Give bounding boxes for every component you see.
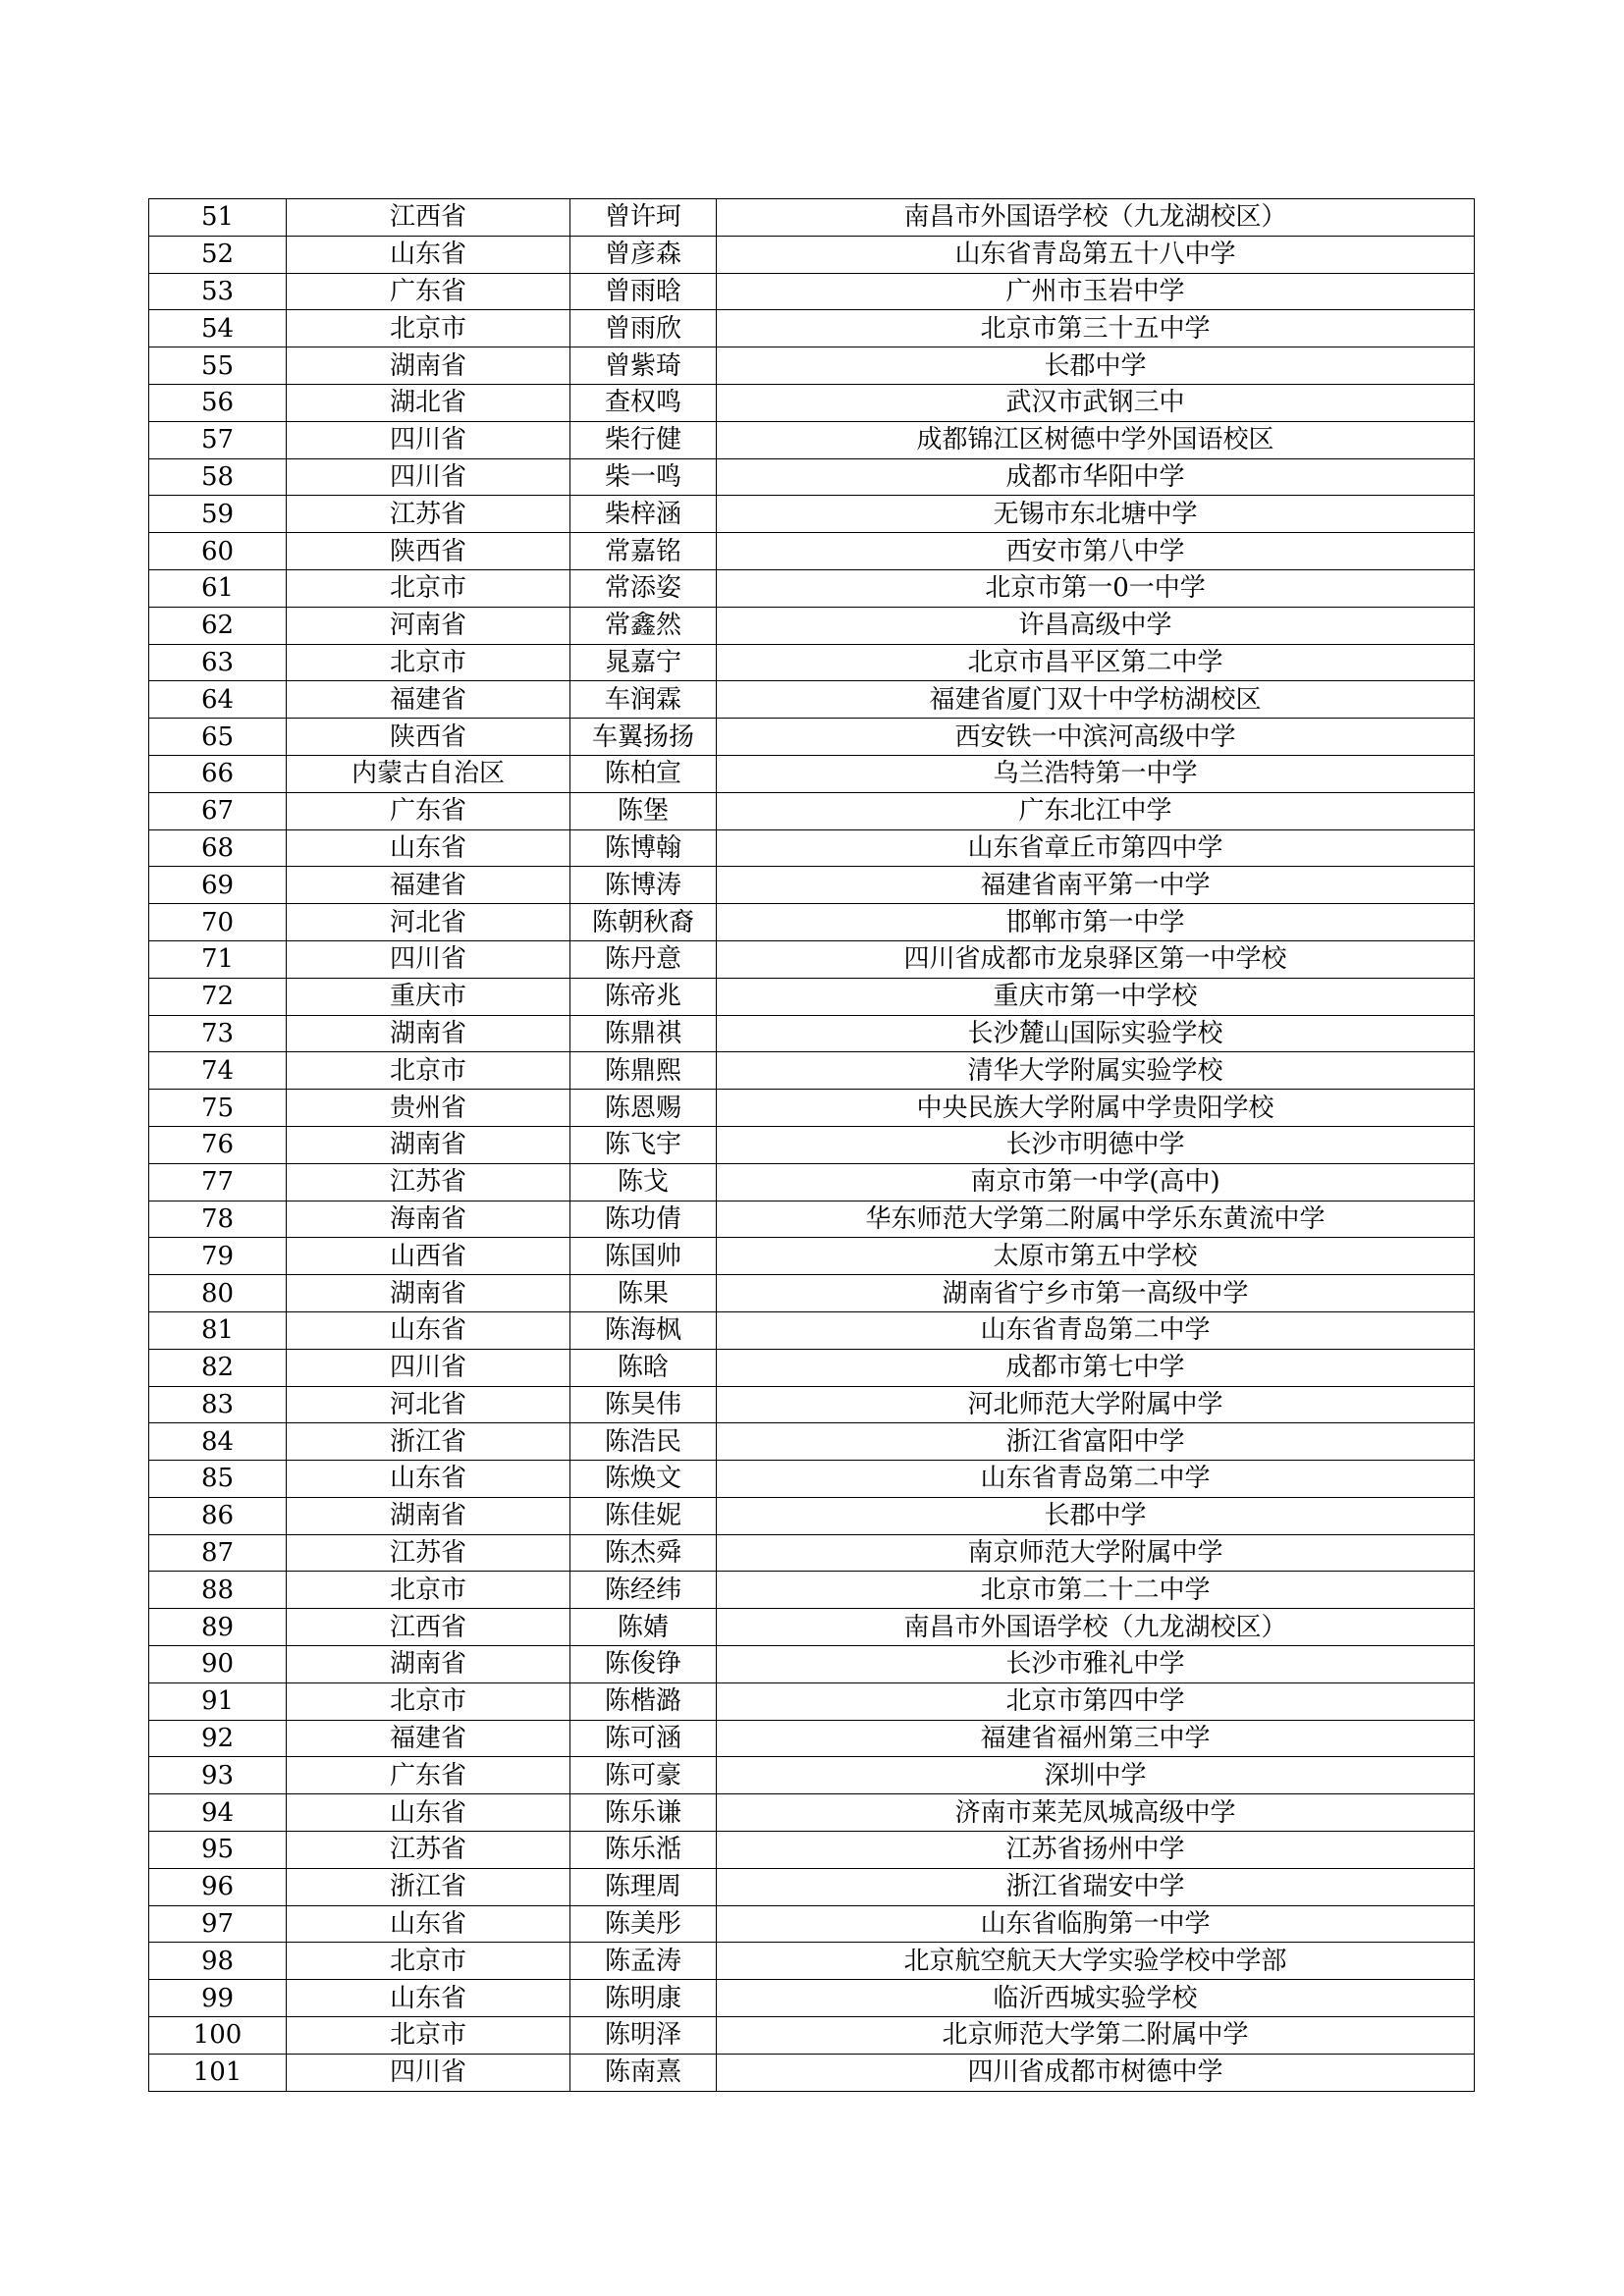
table-row: [149, 719, 1475, 756]
school-name-cell: 长郡中学: [717, 347, 1475, 385]
province-cell: 湖南省: [287, 347, 570, 385]
student-name-cell: 查权鸣: [570, 384, 717, 421]
table-row: [149, 1052, 1475, 1090]
table-row: [149, 1757, 1475, 1794]
school-name-cell: 南京市第一中学(高中): [717, 1163, 1475, 1201]
table-row: [149, 569, 1475, 607]
row-number-cell: 63: [149, 644, 287, 681]
row-number-cell: 93: [149, 1757, 287, 1794]
table-row: [149, 755, 1475, 792]
province-cell: 陕西省: [287, 719, 570, 756]
student-name-cell: 陈明康: [570, 1980, 717, 2017]
table-row: [149, 607, 1475, 644]
province-cell: 四川省: [287, 1349, 570, 1386]
table-row: [149, 1238, 1475, 1275]
province-cell: 江苏省: [287, 1832, 570, 1869]
province-cell: 北京市: [287, 1052, 570, 1090]
province-cell: 广东省: [287, 792, 570, 829]
row-number-cell: 74: [149, 1052, 287, 1090]
student-name-cell: 常鑫然: [570, 607, 717, 644]
table-row: [149, 978, 1475, 1015]
table-row: [149, 1980, 1475, 2017]
school-name-cell: 长沙麓山国际实验学校: [717, 1015, 1475, 1052]
province-cell: 湖北省: [287, 384, 570, 421]
row-number-cell: 89: [149, 1609, 287, 1646]
table-row: [149, 421, 1475, 458]
table-row: [149, 1609, 1475, 1646]
row-number-cell: 87: [149, 1534, 287, 1572]
school-name-cell: 无锡市东北塘中学: [717, 496, 1475, 533]
table-row: [149, 867, 1475, 904]
student-name-cell: 柴一鸣: [570, 458, 717, 496]
school-name-cell: 福建省福州第三中学: [717, 1720, 1475, 1757]
row-number-cell: 97: [149, 1905, 287, 1943]
province-cell: 四川省: [287, 940, 570, 978]
student-name-cell: 陈飞宇: [570, 1126, 717, 1163]
school-name-cell: 广州市玉岩中学: [717, 273, 1475, 310]
row-number-cell: 55: [149, 347, 287, 385]
row-number-cell: 98: [149, 1943, 287, 1980]
province-cell: 湖南省: [287, 1015, 570, 1052]
table-row: [149, 1720, 1475, 1757]
row-number-cell: 59: [149, 496, 287, 533]
table-row: [149, 1349, 1475, 1386]
province-cell: 四川省: [287, 458, 570, 496]
student-name-cell: 曾紫琦: [570, 347, 717, 385]
student-name-cell: 陈鼎熙: [570, 1052, 717, 1090]
row-number-cell: 65: [149, 719, 287, 756]
row-number-cell: 94: [149, 1794, 287, 1832]
student-name-cell: 陈丹意: [570, 940, 717, 978]
school-name-cell: 南昌市外国语学校（九龙湖校区）: [717, 1609, 1475, 1646]
roster-table-body: [149, 199, 1475, 2092]
province-cell: 贵州省: [287, 1090, 570, 1127]
student-name-cell: 陈鼎祺: [570, 1015, 717, 1052]
school-name-cell: 成都市第七中学: [717, 1349, 1475, 1386]
student-name-cell: 陈帝兆: [570, 978, 717, 1015]
province-cell: 山东省: [287, 1905, 570, 1943]
row-number-cell: 85: [149, 1461, 287, 1498]
school-name-cell: 太原市第五中学校: [717, 1238, 1475, 1275]
table-row: [149, 1423, 1475, 1461]
student-name-cell: 车翼扬扬: [570, 719, 717, 756]
school-name-cell: 四川省成都市树德中学: [717, 2054, 1475, 2091]
student-name-cell: 陈柏宣: [570, 755, 717, 792]
school-name-cell: 湖南省宁乡市第一高级中学: [717, 1275, 1475, 1312]
student-name-cell: 陈杰舜: [570, 1534, 717, 1572]
school-name-cell: 长郡中学: [717, 1497, 1475, 1534]
row-number-cell: 100: [149, 2017, 287, 2055]
province-cell: 浙江省: [287, 1423, 570, 1461]
table-row: [149, 1090, 1475, 1127]
province-cell: 江苏省: [287, 1534, 570, 1572]
school-name-cell: 乌兰浩特第一中学: [717, 755, 1475, 792]
province-cell: 山西省: [287, 1238, 570, 1275]
school-name-cell: 中央民族大学附属中学贵阳学校: [717, 1090, 1475, 1127]
school-name-cell: 南昌市外国语学校（九龙湖校区）: [717, 199, 1475, 237]
row-number-cell: 70: [149, 904, 287, 941]
school-name-cell: 山东省青岛第二中学: [717, 1311, 1475, 1349]
province-cell: 山东省: [287, 1311, 570, 1349]
student-name-cell: 陈戈: [570, 1163, 717, 1201]
table-row: [149, 940, 1475, 978]
row-number-cell: 58: [149, 458, 287, 496]
province-cell: 江西省: [287, 1609, 570, 1646]
school-name-cell: 华东师范大学第二附属中学乐东黄流中学: [717, 1201, 1475, 1238]
school-name-cell: 山东省青岛第五十八中学: [717, 236, 1475, 273]
student-name-cell: 陈海枫: [570, 1311, 717, 1349]
student-name-cell: 陈可豪: [570, 1757, 717, 1794]
province-cell: 湖南省: [287, 1497, 570, 1534]
table-row: [149, 458, 1475, 496]
province-cell: 浙江省: [287, 1868, 570, 1905]
student-name-cell: 曾雨晗: [570, 273, 717, 310]
table-row: [149, 1015, 1475, 1052]
row-number-cell: 60: [149, 533, 287, 570]
province-cell: 山东省: [287, 1794, 570, 1832]
student-name-cell: 陈婧: [570, 1609, 717, 1646]
row-number-cell: 84: [149, 1423, 287, 1461]
row-number-cell: 76: [149, 1126, 287, 1163]
student-name-cell: 陈楷潞: [570, 1682, 717, 1720]
province-cell: 湖南省: [287, 1275, 570, 1312]
student-name-cell: 常嘉铭: [570, 533, 717, 570]
row-number-cell: 67: [149, 792, 287, 829]
table-row: [149, 199, 1475, 237]
province-cell: 湖南省: [287, 1646, 570, 1683]
province-cell: 山东省: [287, 1980, 570, 2017]
province-cell: 江苏省: [287, 1163, 570, 1201]
student-name-cell: 柴行健: [570, 421, 717, 458]
row-number-cell: 51: [149, 199, 287, 237]
row-number-cell: 69: [149, 867, 287, 904]
school-name-cell: 深圳中学: [717, 1757, 1475, 1794]
province-cell: 福建省: [287, 681, 570, 719]
province-cell: 广东省: [287, 1757, 570, 1794]
school-name-cell: 河北师范大学附属中学: [717, 1386, 1475, 1423]
row-number-cell: 90: [149, 1646, 287, 1683]
province-cell: 四川省: [287, 421, 570, 458]
school-name-cell: 南京师范大学附属中学: [717, 1534, 1475, 1572]
table-row: [149, 1868, 1475, 1905]
student-name-cell: 陈晗: [570, 1349, 717, 1386]
row-number-cell: 77: [149, 1163, 287, 1201]
province-cell: 福建省: [287, 1720, 570, 1757]
row-number-cell: 73: [149, 1015, 287, 1052]
school-name-cell: 北京师范大学第二附属中学: [717, 2017, 1475, 2055]
table-row: [149, 644, 1475, 681]
school-name-cell: 浙江省富阳中学: [717, 1423, 1475, 1461]
school-name-cell: 北京市第四中学: [717, 1682, 1475, 1720]
school-name-cell: 福建省厦门双十中学枋湖校区: [717, 681, 1475, 719]
province-cell: 江苏省: [287, 496, 570, 533]
table-row: [149, 1572, 1475, 1609]
row-number-cell: 53: [149, 273, 287, 310]
table-row: [149, 1534, 1475, 1572]
row-number-cell: 54: [149, 310, 287, 347]
table-row: [149, 1905, 1475, 1943]
student-name-cell: 陈昊伟: [570, 1386, 717, 1423]
school-name-cell: 长沙市雅礼中学: [717, 1646, 1475, 1683]
row-number-cell: 83: [149, 1386, 287, 1423]
student-name-cell: 晁嘉宁: [570, 644, 717, 681]
row-number-cell: 78: [149, 1201, 287, 1238]
province-cell: 江西省: [287, 199, 570, 237]
row-number-cell: 91: [149, 1682, 287, 1720]
province-cell: 广东省: [287, 273, 570, 310]
student-name-cell: 陈理周: [570, 1868, 717, 1905]
student-name-cell: 曾许珂: [570, 199, 717, 237]
province-cell: 北京市: [287, 644, 570, 681]
row-number-cell: 96: [149, 1868, 287, 1905]
student-name-cell: 陈浩民: [570, 1423, 717, 1461]
student-name-cell: 陈俊铮: [570, 1646, 717, 1683]
province-cell: 湖南省: [287, 1126, 570, 1163]
province-cell: 山东省: [287, 829, 570, 867]
row-number-cell: 95: [149, 1832, 287, 1869]
school-name-cell: 北京市第一0一中学: [717, 569, 1475, 607]
table-row: [149, 829, 1475, 867]
row-number-cell: 52: [149, 236, 287, 273]
table-row: [149, 1386, 1475, 1423]
student-name-cell: 陈明泽: [570, 2017, 717, 2055]
roster-table: [148, 198, 1475, 2092]
row-number-cell: 61: [149, 569, 287, 607]
table-row: [149, 1163, 1475, 1201]
table-row: [149, 1461, 1475, 1498]
student-name-cell: 常添姿: [570, 569, 717, 607]
row-number-cell: 80: [149, 1275, 287, 1312]
table-row: [149, 1311, 1475, 1349]
table-row: [149, 1126, 1475, 1163]
school-name-cell: 西安铁一中滨河高级中学: [717, 719, 1475, 756]
row-number-cell: 75: [149, 1090, 287, 1127]
row-number-cell: 62: [149, 607, 287, 644]
table-row: [149, 1943, 1475, 1980]
province-cell: 福建省: [287, 867, 570, 904]
table-row: [149, 1201, 1475, 1238]
province-cell: 河北省: [287, 904, 570, 941]
table-row: [149, 1497, 1475, 1534]
student-name-cell: 陈国帅: [570, 1238, 717, 1275]
school-name-cell: 山东省章丘市第四中学: [717, 829, 1475, 867]
table-row: [149, 1682, 1475, 1720]
province-cell: 山东省: [287, 236, 570, 273]
school-name-cell: 长沙市明德中学: [717, 1126, 1475, 1163]
table-row: [149, 1832, 1475, 1869]
row-number-cell: 57: [149, 421, 287, 458]
row-number-cell: 64: [149, 681, 287, 719]
school-name-cell: 重庆市第一中学校: [717, 978, 1475, 1015]
student-name-cell: 陈堡: [570, 792, 717, 829]
school-name-cell: 浙江省瑞安中学: [717, 1868, 1475, 1905]
table-row: [149, 2054, 1475, 2091]
table-row: [149, 2017, 1475, 2055]
school-name-cell: 清华大学附属实验学校: [717, 1052, 1475, 1090]
school-name-cell: 北京市昌平区第二中学: [717, 644, 1475, 681]
row-number-cell: 68: [149, 829, 287, 867]
row-number-cell: 99: [149, 1980, 287, 2017]
province-cell: 山东省: [287, 1461, 570, 1498]
row-number-cell: 81: [149, 1311, 287, 1349]
row-number-cell: 66: [149, 755, 287, 792]
province-cell: 陕西省: [287, 533, 570, 570]
row-number-cell: 82: [149, 1349, 287, 1386]
school-name-cell: 西安市第八中学: [717, 533, 1475, 570]
table-row: [149, 533, 1475, 570]
table-row: [149, 384, 1475, 421]
school-name-cell: 济南市莱芜凤城高级中学: [717, 1794, 1475, 1832]
student-name-cell: 陈可涵: [570, 1720, 717, 1757]
province-cell: 河北省: [287, 1386, 570, 1423]
school-name-cell: 成都锦江区树德中学外国语校区: [717, 421, 1475, 458]
province-cell: 北京市: [287, 1682, 570, 1720]
row-number-cell: 92: [149, 1720, 287, 1757]
student-name-cell: 陈乐谦: [570, 1794, 717, 1832]
province-cell: 北京市: [287, 2017, 570, 2055]
table-row: [149, 1646, 1475, 1683]
province-cell: 内蒙古自治区: [287, 755, 570, 792]
table-row: [149, 273, 1475, 310]
school-name-cell: 邯郸市第一中学: [717, 904, 1475, 941]
school-name-cell: 广东北江中学: [717, 792, 1475, 829]
student-name-cell: 车润霖: [570, 681, 717, 719]
school-name-cell: 临沂西城实验学校: [717, 1980, 1475, 2017]
student-name-cell: 陈经纬: [570, 1572, 717, 1609]
school-name-cell: 江苏省扬州中学: [717, 1832, 1475, 1869]
student-name-cell: 陈博翰: [570, 829, 717, 867]
student-name-cell: 陈孟涛: [570, 1943, 717, 1980]
province-cell: 北京市: [287, 1943, 570, 1980]
row-number-cell: 72: [149, 978, 287, 1015]
table-row: [149, 792, 1475, 829]
student-name-cell: 曾雨欣: [570, 310, 717, 347]
table-row: [149, 1275, 1475, 1312]
province-cell: 四川省: [287, 2054, 570, 2091]
row-number-cell: 79: [149, 1238, 287, 1275]
student-name-cell: 陈南熹: [570, 2054, 717, 2091]
school-name-cell: 四川省成都市龙泉驿区第一中学校: [717, 940, 1475, 978]
table-row: [149, 681, 1475, 719]
student-name-cell: 陈博涛: [570, 867, 717, 904]
table-row: [149, 347, 1475, 385]
table-row: [149, 1794, 1475, 1832]
school-name-cell: 成都市华阳中学: [717, 458, 1475, 496]
student-name-cell: 陈朝秋裔: [570, 904, 717, 941]
student-name-cell: 柴梓涵: [570, 496, 717, 533]
table-row: [149, 310, 1475, 347]
school-name-cell: 山东省青岛第二中学: [717, 1461, 1475, 1498]
student-name-cell: 陈焕文: [570, 1461, 717, 1498]
school-name-cell: 许昌高级中学: [717, 607, 1475, 644]
student-name-cell: 陈果: [570, 1275, 717, 1312]
province-cell: 河南省: [287, 607, 570, 644]
province-cell: 海南省: [287, 1201, 570, 1238]
student-name-cell: 陈恩赐: [570, 1090, 717, 1127]
student-name-cell: 陈佳妮: [570, 1497, 717, 1534]
student-name-cell: 陈美彤: [570, 1905, 717, 1943]
row-number-cell: 88: [149, 1572, 287, 1609]
table-row: [149, 236, 1475, 273]
province-cell: 重庆市: [287, 978, 570, 1015]
school-name-cell: 北京市第二十二中学: [717, 1572, 1475, 1609]
row-number-cell: 101: [149, 2054, 287, 2091]
table-row: [149, 904, 1475, 941]
school-name-cell: 北京航空航天大学实验学校中学部: [717, 1943, 1475, 1980]
table-row: [149, 496, 1475, 533]
province-cell: 北京市: [287, 1572, 570, 1609]
school-name-cell: 山东省临朐第一中学: [717, 1905, 1475, 1943]
student-name-cell: 陈乐湉: [570, 1832, 717, 1869]
school-name-cell: 福建省南平第一中学: [717, 867, 1475, 904]
row-number-cell: 56: [149, 384, 287, 421]
student-name-cell: 曾彦森: [570, 236, 717, 273]
school-name-cell: 武汉市武钢三中: [717, 384, 1475, 421]
province-cell: 北京市: [287, 569, 570, 607]
row-number-cell: 86: [149, 1497, 287, 1534]
school-name-cell: 北京市第三十五中学: [717, 310, 1475, 347]
student-name-cell: 陈功倩: [570, 1201, 717, 1238]
province-cell: 北京市: [287, 310, 570, 347]
row-number-cell: 71: [149, 940, 287, 978]
